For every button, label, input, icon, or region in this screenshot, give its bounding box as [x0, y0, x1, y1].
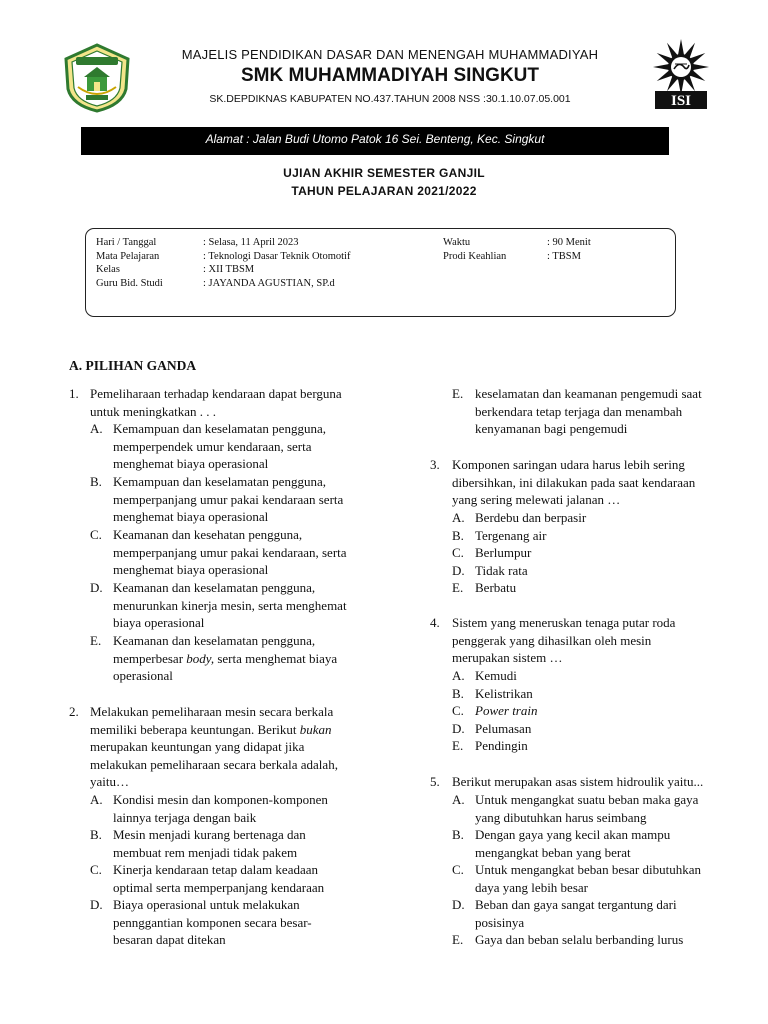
option-text: Tergenang air: [475, 527, 547, 543]
option-text-line: Dengan gaya yang kecil akan mampu: [475, 827, 671, 842]
option-text-line: Biaya operasional untuk melakukan: [113, 897, 300, 912]
option-text-line: mengangkat beban yang berat: [475, 844, 631, 860]
program-label: Prodi Keahlian: [443, 250, 507, 262]
option-text-line: Mesin menjadi kurang bertenaga dan: [113, 827, 306, 842]
option-letter: A.: [452, 792, 465, 807]
option-letter: A.: [90, 421, 103, 436]
teacher-value: : JAYANDA AGUSTIAN, SP.d: [203, 277, 335, 289]
school-address: Alamat : Jalan Budi Utomo Patok 16 Sei. Benteng, Kec. Singkut: [205, 132, 545, 146]
option-letter: B.: [90, 827, 102, 842]
option-letter: B.: [452, 527, 464, 543]
option-text: Power train: [475, 703, 538, 719]
question-number: 4.: [430, 615, 440, 630]
option-letter: C.: [452, 703, 464, 719]
option-letter: C.: [90, 527, 102, 542]
exam-title: UJIAN AKHIR SEMESTER GANJIL: [283, 166, 485, 180]
option-text-line: Kondisi mesin dan komponen-komponen: [113, 792, 328, 807]
question-number: 5.: [430, 774, 440, 789]
option-text-line: berkendara tetap terjaga dan menambah: [475, 403, 683, 419]
option-letter: E.: [452, 932, 464, 948]
option-text-line: menghemat biaya operasional: [113, 562, 269, 578]
option-text: Pelumasan: [475, 720, 532, 736]
class-value: : XII TBSM: [203, 264, 255, 275]
time-label: Waktu: [443, 237, 471, 248]
option-text-line: Beban dan gaya sangat tergantung dari: [475, 897, 677, 912]
option-text-line: memperpanjang umur pakai kendaraan, serta: [113, 544, 347, 560]
option-letter: D.: [90, 580, 103, 595]
option-letter: D.: [452, 897, 465, 912]
day-value: : Selasa, 11 April 2023: [203, 237, 299, 248]
question-text-line: Komponen saringan udara harus lebih sering: [452, 457, 685, 472]
option-letter: D.: [452, 720, 465, 736]
school-crest-icon: [62, 43, 132, 113]
question-text-line: melakukan pemeliharaan secara berkala adalah,: [90, 756, 338, 772]
option-text-line: memperpendek umur kendaraan, serta: [113, 438, 312, 454]
option-text-line: lainnya terjaga dengan baik: [113, 809, 257, 825]
subject-label: Mata Pelajaran: [96, 250, 160, 262]
option-text-line: posisinya: [475, 914, 525, 930]
teacher-label: Guru Bid. Studi: [96, 277, 163, 289]
option-text-line: Kemampuan dan keselamatan pengguna,: [113, 474, 326, 489]
option-text-line: pennggantian komponen secara besar-: [113, 914, 312, 930]
option-text: Kemudi: [475, 668, 517, 683]
option-letter: E.: [452, 386, 464, 401]
organization-name: MAJELIS PENDIDIKAN DASAR DAN MENENGAH MUHAMMADIYAH: [181, 47, 599, 62]
option-text-line: optimal serta memperpanjang kendaraan: [113, 879, 325, 895]
svg-text:ISI: ISI: [670, 93, 692, 109]
question-text-line: yang sering melewati jalanan …: [452, 492, 621, 508]
option-letter: A.: [90, 792, 103, 807]
option-text-line: Keamanan dan kesehatan pengguna,: [113, 527, 303, 542]
option-letter: B.: [452, 685, 464, 701]
option-text-line: besaran dapat ditekan: [113, 932, 226, 948]
option-text-line: Keamanan dan keselamatan pengguna,: [113, 633, 316, 648]
option-text: Tidak rata: [475, 562, 528, 578]
option-letter: B.: [90, 474, 102, 489]
option-text-line: kenyamanan bagi pengemudi: [475, 421, 628, 437]
day-label: Hari / Tanggal: [96, 237, 157, 248]
option-text-line: menghemat biaya operasional: [113, 456, 269, 472]
subject-value: : Teknologi Dasar Teknik Otomotif: [203, 250, 351, 262]
option-text-line: daya yang lebih besar: [475, 879, 588, 895]
question-number: 1.: [69, 386, 79, 401]
option-text-line: Untuk mengangkat suatu beban maka gaya: [475, 792, 699, 807]
time-value: : 90 Menit: [547, 237, 591, 248]
program-value: : TBSM: [547, 250, 581, 262]
option-text-line: membuat rem menjadi tidak pakem: [113, 844, 298, 860]
exam-year: TAHUN PELAJARAN 2021/2022: [291, 184, 477, 198]
muhammadiyah-sun-icon: [645, 37, 717, 113]
option-text: Berdebu dan berpasir: [475, 510, 587, 525]
section-heading: A. PILIHAN GANDA: [69, 358, 197, 373]
question-text-line: yaitu…: [90, 774, 129, 790]
option-text-line: yang dibutuhkan harus seimbang: [475, 809, 647, 825]
option-text-line: memperbesar body, serta menghemat biaya: [113, 650, 338, 666]
question-text-line: penggerak yang dihasilkan oleh mesin: [452, 632, 652, 648]
question-text-line: Melakukan pemeliharaan mesin secara berkala: [90, 704, 334, 719]
option-text-line: Keamanan dan keselamatan pengguna,: [113, 580, 316, 595]
question-text-line: merupakan sistem …: [452, 650, 563, 666]
option-letter: E.: [452, 580, 464, 596]
option-text-line: biaya operasional: [113, 615, 205, 631]
school-crest-logo: [62, 43, 132, 113]
question-text-line: merupakan keuntungan yang didapat jika: [90, 739, 305, 755]
option-text-line: Gaya dan beban selalu berbanding lurus: [475, 932, 684, 948]
option-text: Pendingin: [475, 738, 528, 754]
option-text-line: Kinerja kendaraan tetap dalam keadaan: [113, 862, 318, 877]
option-letter: D.: [90, 897, 103, 912]
option-letter: E.: [90, 633, 102, 648]
option-letter: C.: [90, 862, 102, 877]
question-text-line: dibersihkan, ini dilakukan pada saat kendaraan: [452, 474, 696, 490]
option-text-line: menurunkan kinerja mesin, serta menghemat: [113, 597, 347, 613]
question-text-line: untuk meningkatkan . . .: [90, 403, 217, 419]
option-text-line: keselamatan dan keamanan pengemudi saat: [475, 386, 702, 401]
option-letter: E.: [452, 738, 464, 754]
question-text-line: memiliki beberapa keuntungan. Berikut bukan: [90, 721, 332, 737]
question-number: 2.: [69, 704, 79, 719]
school-name: SMK MUHAMMADIYAH SINGKUT: [240, 65, 540, 86]
option-letter: B.: [452, 827, 464, 842]
question-text-line: Pemeliharaan terhadap kendaraan dapat berguna: [90, 386, 342, 401]
class-label: Kelas: [96, 264, 120, 275]
question-number: 3.: [430, 457, 440, 472]
option-letter: C.: [452, 545, 464, 561]
option-text-line: Untuk mengangkat beban besar dibutuhkan: [475, 862, 701, 877]
option-letter: D.: [452, 562, 465, 578]
option-text-line: memperpanjang umur pakai kendaraan serta: [113, 491, 344, 507]
option-letter: A.: [452, 510, 465, 525]
option-text: Kelistrikan: [475, 685, 533, 701]
option-letter: C.: [452, 862, 464, 877]
option-letter: A.: [452, 668, 465, 683]
question-text-line: Sistem yang meneruskan tenaga putar roda: [452, 615, 676, 630]
option-text: Berlumpur: [475, 545, 532, 561]
option-text: Berbatu: [475, 580, 517, 596]
muhammadiyah-logo: [645, 37, 717, 113]
option-text-line: operasional: [113, 668, 173, 684]
option-text-line: menghemat biaya operasional: [113, 509, 269, 525]
option-text-line: Kemampuan dan keselamatan pengguna,: [113, 421, 326, 436]
question-text-line: Berikut merupakan asas sistem hidroulik yaitu...: [452, 774, 704, 789]
decree-number: SK.DEPDIKNAS KABUPATEN NO.437.TAHUN 2008 NSS :30.1.10.07.05.001: [209, 93, 571, 105]
